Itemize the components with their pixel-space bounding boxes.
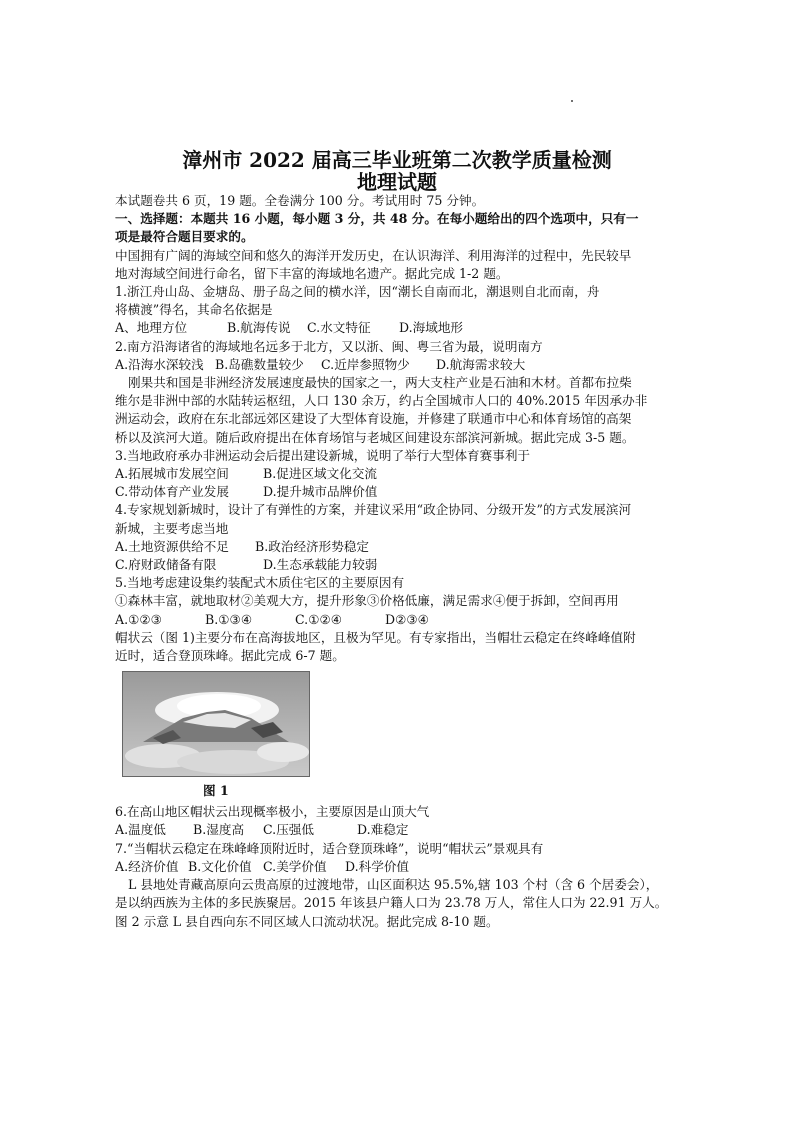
q5-option-a: A.①②③ [115, 611, 162, 627]
q6-option-a: A.温度低 [115, 822, 166, 838]
q5-option-b: B.①③④ [205, 611, 253, 627]
q4-option-b: B.政治经济形势稳定 [255, 538, 370, 554]
q2-stem-line1: 2.南方沿海诸省的海域地名远多于北方，又以浙、闽、粤三省为最，说明南方 [115, 338, 543, 354]
q1-option-c: C.水文特征 [307, 320, 371, 336]
passage4-line3: 图 2 示意 L 县自西向东不同区域人口流动状况。据此完成 8-10 题。 [115, 913, 499, 929]
q6-options [115, 821, 695, 839]
q3-option-b: B.促进区域文化交流 [263, 466, 378, 482]
q3-options-row2 [115, 483, 695, 501]
q6-stem-line1: 6.在高山地区帽状云出现概率极小，主要原因是山顶大气 [115, 804, 430, 820]
q2-options [115, 356, 695, 374]
passage3-line1: 帽状云（图 1)主要分布在高海拔地区，且极为罕见。有专家指出，当帽壮云稳定在终峰峰值附 [115, 629, 636, 645]
intro-line: 本试题卷共 6 页，19 题。全卷满分 100 分。考试用时 75 分钟。 [115, 193, 485, 208]
q3-option-a: A.拓展城市发展空间 [115, 466, 229, 482]
q4-stem-line1: 4.专家规划新城时，设计了有弹性的方案，并建议采用“政企协同、分级开发”的方式发展滨河 [115, 502, 632, 518]
q5-options [115, 611, 695, 629]
q4-option-c: C.府财政储备有限 [115, 557, 217, 573]
q4-options-row1 [115, 538, 695, 556]
q3-option-d: D.提升城市品牌价值 [263, 484, 378, 500]
q1-option-d: D.海域地形 [399, 320, 464, 336]
passage4-line1: L 县地处青藏高原向云贵高原的过渡地带，山区面积达 95.5%,辖 103 个村（含 6 个居委会）， [128, 877, 659, 893]
q2-option-a: A.沿海水深较浅 [115, 356, 204, 372]
exam-subtitle: 地理试题 [357, 170, 437, 194]
q2-option-d: D.航海需求较大 [436, 356, 526, 372]
q6-option-d: D.难稳定 [357, 822, 409, 838]
section-heading-line1: 一、选择题：本题共 16 小题，每小题 3 分，共 48 分。在每小题给出的四个选项中，只有一 [115, 211, 639, 227]
cap-cloud-photo-graphic [123, 672, 309, 776]
section-heading-line2: 项是最符合题目要求的。 [115, 229, 254, 245]
q1-option-b: B.航海传说 [227, 320, 291, 336]
passage2-line1: 刚果共和国是非洲经济发展速度最快的国家之一，两大支柱产业是石油和木材。首都布拉柴 [128, 375, 632, 391]
passage4-line2: 是以纳西族为主体的多民族聚居。2015 年该县户籍人口为 23.78 万人，常住人口为 22.91 万人。 [115, 895, 668, 911]
exam-title: 漳州市 2022 届高三毕业班第二次教学质量检测 [182, 148, 612, 172]
q7-option-a: A.经济价值 [115, 858, 179, 874]
speck-mark [571, 100, 573, 102]
passage2-line3: 洲运动会，政府在东北部远郊区建设了大型体育设施，并修建了联通市中心和体育场馆的高架 [115, 411, 632, 427]
q5-option-c: C.①②④ [295, 611, 343, 627]
q7-option-d: D.科学价值 [345, 858, 410, 874]
passage1-line2: 地对海域空间进行命名，留下丰富的海域地名遗产。据此完成 1-2 题。 [115, 265, 509, 281]
q4-option-a: A.土地资源供给不足 [115, 538, 229, 554]
figure1-cap-cloud-photo [122, 671, 310, 777]
exam-content [115, 192, 695, 931]
q1-options [115, 319, 695, 337]
q4-options-row2 [115, 556, 695, 574]
q2-option-b: B.岛礁数量较少 [215, 356, 304, 372]
passage2-line4: 桥以及滨河大道。随后政府提出在体育场馆与老城区间建设东部滨河新城。据此完成 3-5 题。 [115, 429, 635, 445]
q5-stem-line1: 5.当地考虑建设集约装配式木质住宅区的主要原因有 [115, 575, 405, 591]
q5-stem-line2: ①森林丰富，就地取材②美观大方，提升形象③价格低廉，满足需求④便于拆卸，空间再用 [115, 593, 619, 609]
figure1-caption: 图 1 [203, 783, 229, 799]
q1-stem-line2: 将横渡”得名，其命名依据是 [115, 302, 273, 318]
q3-stem-line1: 3.当地政府承办非洲运动会后提出建设新城，说明了举行大型体育赛事利于 [115, 447, 531, 463]
q3-options-row1 [115, 465, 695, 483]
q4-stem-line2: 新城，主要考虑当地 [115, 520, 229, 536]
q7-option-b: B.文化价值 [188, 858, 252, 874]
q7-stem-line1: 7.“当帽状云稳定在珠峰峰顶附近时，适合登顶珠峰”，说明“帽状云”景观具有 [115, 840, 544, 856]
q1-option-a: A、地理方位 [115, 320, 188, 336]
q7-options [115, 858, 695, 876]
q2-option-c: C.近岸参照物少 [321, 356, 410, 372]
q3-option-c: C.带动体育产业发展 [115, 484, 229, 500]
q4-option-d: D.生态承载能力较弱 [263, 557, 378, 573]
passage1-line1: 中国拥有广阔的海域空间和悠久的海洋开发历史，在认识海洋、利用海洋的过程中，先民较早 [115, 247, 632, 263]
q6-option-b: B.湿度高 [193, 822, 245, 838]
q5-option-d: D②③④ [385, 611, 429, 627]
passage3-line2: 近时，适合登顶珠峰。据此完成 6-7 题。 [115, 648, 345, 664]
q6-option-c: C.压强低 [263, 822, 314, 838]
q7-option-c: C.美学价值 [263, 858, 327, 874]
q1-stem-line1: 1.浙江舟山岛、金塘岛、册子岛之间的横水洋，因“潮长自南而北，潮退则自北而南，舟 [115, 284, 600, 300]
passage2-line2: 维尔是非洲中部的水陆转运枢纽，人口 130 余万，约占全国城市人口的 40%.2015 年因承办非 [115, 393, 648, 409]
